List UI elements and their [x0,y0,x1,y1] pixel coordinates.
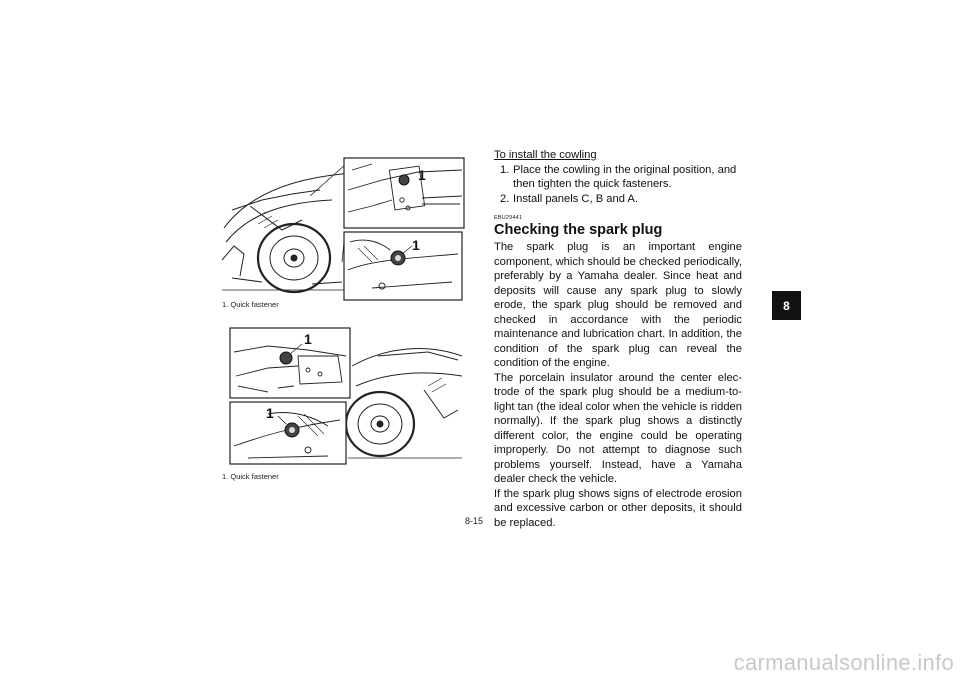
section-code: EBU29441 [494,215,523,221]
page-number: 8-15 [465,516,484,526]
step-text: Place the cowling in the original position, and then tighten the quick fasteners. [513,163,737,190]
list-item [494,192,742,207]
step-number: 1. [500,163,510,176]
list-item [494,163,742,192]
watermark: carmanualsonline.info [733,650,954,675]
atv-rear-fender-illustration-bottom [228,326,464,466]
callout-number: 1 [418,167,426,183]
paragraph: The spark plug is an important engine component, which should be checked periodically, preferably by a Yamaha dealer. Since heat and deposits will cause any spark plug to slowly erode, the spark plug should be removed and checked in accordance with the periodic maintenance and lubrication chart. In addition, the condition of the spark plug can reveal the condition of the engine. [494,241,742,369]
callout-number: 1 [412,237,420,253]
caption-text: Quick fastener [230,472,279,481]
figure-bottom-illustration [228,326,464,466]
step-text: Install panels C, B and A. [513,192,639,205]
callout-number: 1 [304,331,312,347]
section-title: Checking the spark plug [494,222,663,238]
figure-caption [222,300,279,309]
caption-number: 1. [222,300,229,309]
figure-caption [222,472,279,481]
paragraph: If the spark plug shows signs of electrode erosion and excessive carbon or other deposits, it should be replaced. [494,487,742,529]
step-number: 2. [500,192,510,205]
text-column [494,148,742,530]
callout-number: 1 [266,405,274,421]
install-steps [494,163,742,207]
atv-rear-fender-illustration-top [222,150,466,302]
paragraph: The porcelain insulator around the center electrode of the spark plug should be a medium-to-light tan (the ideal color when the vehicle is ridden normally). If the spark plug shows a distinctly different color, the engine could be operating improperly. Do not attempt to diagnose such problems yourself. Instead, have a Yamaha dealer check the vehicle. [494,371,742,485]
figure-top-illustration [222,150,466,302]
caption-number: 1. [222,472,229,481]
chapter-tab: 8 [772,291,801,320]
caption-text: Quick fastener [230,300,279,309]
install-heading: To install the cowling [494,149,597,161]
